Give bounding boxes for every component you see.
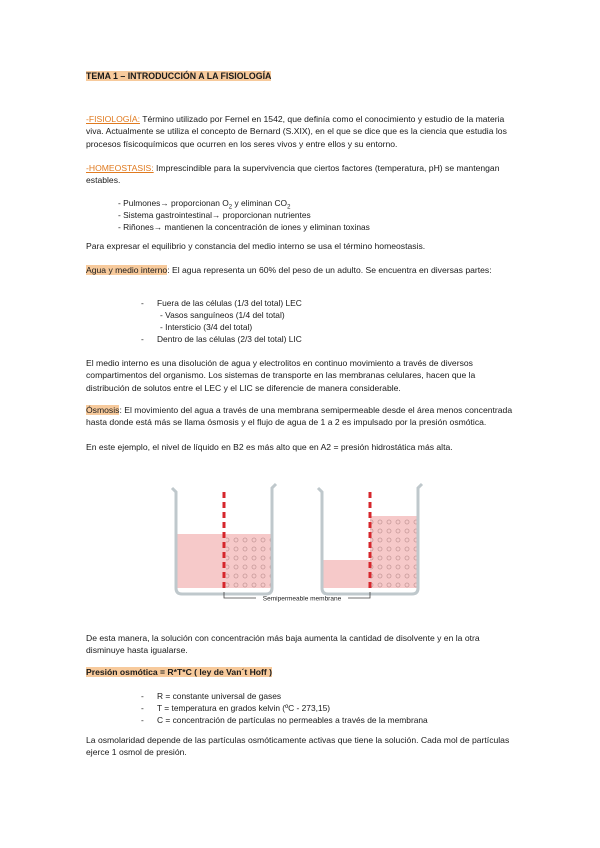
presion-heading bbox=[86, 666, 516, 678]
fisiologia-paragraph bbox=[86, 113, 516, 150]
after-figure-paragraph: De esta manera, la solución con concentración más baja aumenta la cantidad de disolvente y en la otra disminuye hasta igualarse. bbox=[86, 633, 480, 656]
osmolaridad-paragraph: La osmolaridad depende de las partículas osmóticamente activas que tiene la solución. Cada mol de partículas ejerce 1 osmol de presión. bbox=[86, 735, 510, 758]
vasos-item: - Vasos sanguíneos (1/4 del total) bbox=[160, 310, 285, 320]
osmosis-text: : El movimiento del agua a través de una membrana semipermeable desde el área menos concentrada hasta donde está más se llama ósmosis y el flujo de agua de 1 a 2 es impulsado por la presión osmótica. bbox=[86, 405, 513, 428]
presion-item-text: R = constante universal de gases bbox=[157, 691, 282, 701]
lic-text: Dentro de las células (2/3 del total) LIC bbox=[157, 334, 302, 344]
membrane-label: Semipermeable membrane bbox=[262, 595, 342, 603]
homeostasis-item bbox=[118, 209, 311, 221]
presion-term: Presión osmótica = R*T*C ( ley de Van´t Hoff ) bbox=[86, 667, 272, 677]
lic-item: - Dentro de las células (2/3 del total) LIC bbox=[141, 334, 302, 344]
homeostasis-paragraph bbox=[86, 162, 516, 187]
fisiologia-text: Término utilizado por Fernel en 1542, que definía como el conocimiento y estudio de la materia viva. Actualmente se utiliza el concepto de Bernard (S.XIX), en el que se dice que es la ciencia que estudia los procesos físicoquímicos que ocurren en los seres vivos y entre ellos y su entorno. bbox=[86, 114, 507, 149]
agua-term: Agua y medio interno bbox=[86, 265, 168, 275]
osmosis-paragraph bbox=[86, 404, 516, 429]
osmosis-example: En este ejemplo, el nivel de líquido en B2 es más alto que en A2 = presión hidrostática más alta. bbox=[86, 442, 453, 452]
medio-interno-paragraph: El medio interno es una disolución de agua y electrolitos en continuo movimiento a través de diversos compartimentos del organismo. Los sistemas de transporte en las membranas celulares, hacen que la distribución de solutos entre el LEC y el LIC se diferencie de manera considerable. bbox=[86, 358, 476, 393]
homeostasis-closing: Para expresar el equilibrio y constancia del medio interno se usa el término homeostasis. bbox=[86, 241, 426, 251]
item-text: - Pulmones→ proporcionan O bbox=[118, 198, 229, 208]
presion-item-text: T = temperatura en grados kelvin (ºC - 273,15) bbox=[157, 703, 331, 713]
presion-item: - T = temperatura en grados kelvin (ºC - 273,15) bbox=[141, 703, 331, 713]
osmosis-figure bbox=[170, 474, 440, 604]
presion-item: - C = concentración de partículas no permeables a través de la membrana bbox=[141, 715, 428, 725]
homeostasis-item bbox=[118, 221, 370, 233]
agua-text: : El agua representa un 60% del peso de un adulto. Se encuentra en diversas partes: bbox=[167, 265, 492, 275]
solute-a bbox=[226, 534, 272, 588]
item-text: - Riñones→ mantienen la concentración de iones y eliminan toxinas bbox=[118, 222, 370, 232]
presion-item-text: C = concentración de partículas no permeables a través de la membrana bbox=[157, 715, 428, 725]
presion-item: - R = constante universal de gases bbox=[141, 691, 282, 701]
homeostasis-text: Imprescindible para la supervivencia que ciertos factores (temperatura, pH) se mantengan estables. bbox=[86, 163, 500, 186]
title-text: TEMA 1 – INTRODUCCIÓN A LA FISIOLOGÍA bbox=[86, 71, 272, 81]
liquid-b-left bbox=[322, 560, 370, 588]
beaker-a bbox=[172, 484, 276, 594]
subscript: 2 bbox=[287, 204, 291, 211]
lec-text: Fuera de las células (1/3 del total) LEC bbox=[157, 298, 302, 308]
beaker-b bbox=[318, 484, 422, 594]
homeostasis-term: -HOMEOSTASIS: bbox=[86, 163, 154, 173]
intersticio-item: - Intersticio (3/4 del total) bbox=[160, 322, 253, 332]
osmosis-term: Ósmosis bbox=[86, 405, 120, 415]
item-text: - Sistema gastrointestinal→ proporcionan nutrientes bbox=[118, 210, 311, 220]
subscript: 2 bbox=[228, 204, 233, 211]
agua-paragraph bbox=[86, 264, 516, 276]
item-text: y eliminan CO bbox=[232, 198, 288, 208]
solute-b bbox=[370, 516, 418, 588]
lec-item: - Fuera de las células (1/3 del total) LEC bbox=[141, 298, 302, 308]
page-title bbox=[86, 70, 516, 82]
fisiologia-term: -FISIOLOGÍA: bbox=[86, 114, 140, 124]
